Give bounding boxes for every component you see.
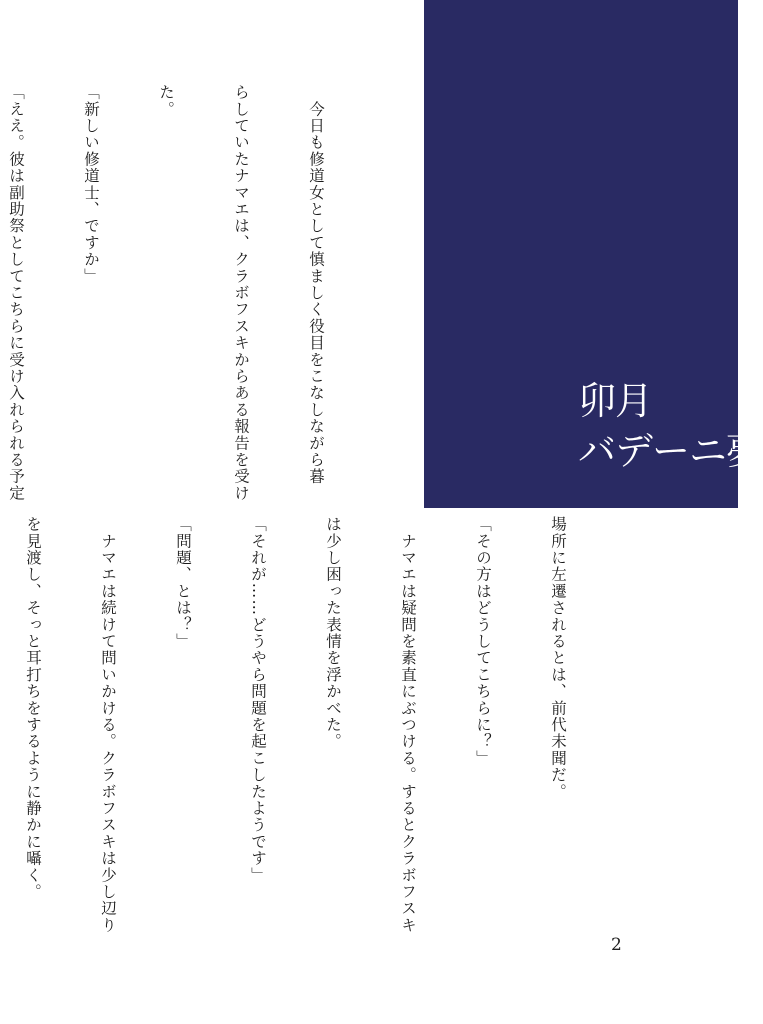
story-title: バデーニ夢	[578, 429, 763, 473]
upper-text-block	[7, 84, 378, 502]
title-heading	[578, 376, 763, 476]
text-line: 「新しい修道士、ですか」	[82, 84, 100, 285]
text-line: ナマエは続けて問いかける。クラボフスキは少し辺り	[99, 516, 117, 934]
lower-text-block	[24, 516, 620, 934]
text-line: らしていたナマエは、クラボフスキからある報告を受け	[232, 84, 250, 502]
text-line: ナマエは疑問を素直にぶつける。するとクラボフスキ	[399, 516, 417, 934]
text-line: 「ええ。彼は副助祭としてこちらに受け入れられる予定	[7, 84, 25, 502]
text-line: 場所に左遷されるとは、前代未聞だ。	[549, 516, 567, 800]
text-line: を見渡し、そっと耳打ちをするように静かに囁く。	[24, 516, 42, 901]
text-line: 今日も修道女として慎ましく役目をこなしながら暮	[307, 84, 325, 485]
page-number: 2	[611, 935, 622, 955]
text-line: 「問題、とは？」	[174, 516, 192, 650]
text-line: た。	[157, 84, 175, 118]
author-name: 卯月	[578, 379, 653, 423]
text-line: 「それが……どうやら問題を起こしたようです」	[249, 516, 267, 884]
title-panel	[424, 0, 763, 508]
text-line: 「その方はどうしてこちらに？」	[474, 516, 492, 767]
text-line: は少し困った表情を浮かべた。	[324, 516, 342, 750]
